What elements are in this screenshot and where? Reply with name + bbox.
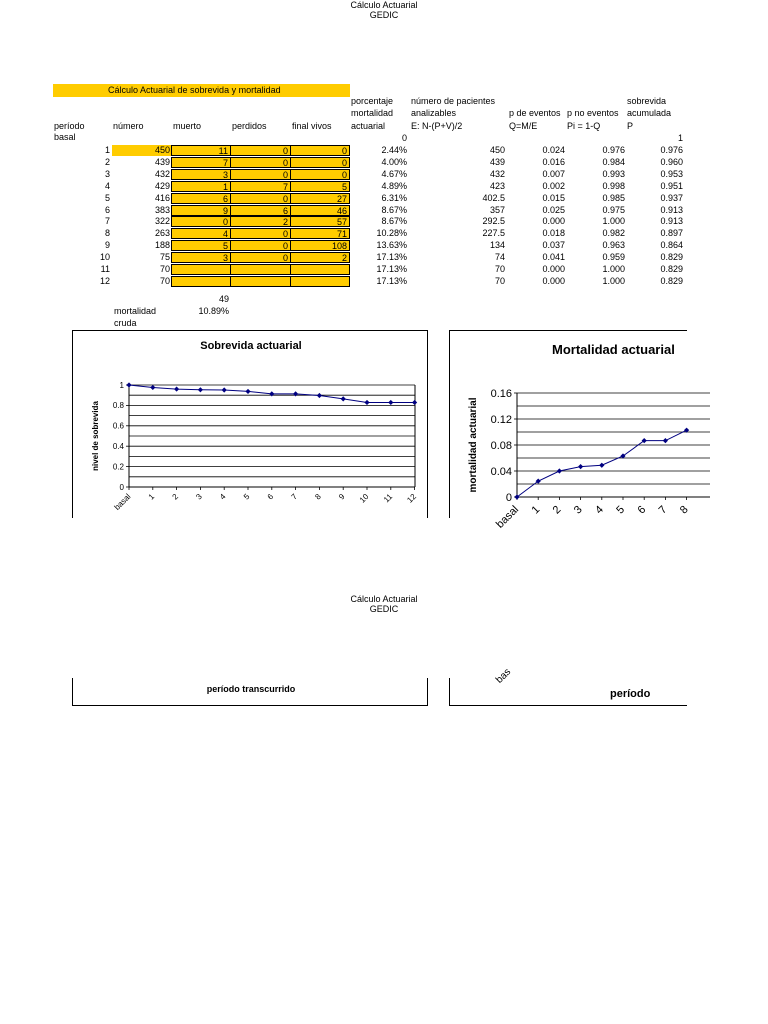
- row-periodo: 7: [104, 216, 110, 226]
- basal-sobrevida: 1: [677, 133, 683, 143]
- row-porcentaje: 17.13%: [376, 276, 407, 286]
- col-p-no-eventos-line1: p no eventos: [567, 108, 619, 118]
- row-p-no-eventos: 0.976: [602, 145, 625, 155]
- row-sobrevida: 0.913: [660, 205, 683, 215]
- row-muerto: [171, 264, 231, 275]
- x-tick-label: 1: [146, 492, 157, 502]
- row-p-no-eventos: 0.984: [602, 157, 625, 167]
- data-point: [198, 387, 203, 392]
- data-point: [245, 389, 250, 394]
- survival-chart-plot: [73, 331, 429, 519]
- page-header-title: Cálculo Actuarial: [350, 0, 418, 10]
- x-tick-label: 1: [529, 503, 543, 517]
- y-tick-label: 0.4: [112, 442, 124, 451]
- row-sobrevida: 0.960: [660, 157, 683, 167]
- row-p-eventos: 0.041: [542, 252, 565, 262]
- row-sobrevida: 0.951: [660, 181, 683, 191]
- x-tick-label: 2: [170, 492, 181, 502]
- col-pacientes-line3: E: N-(P+V)/2: [411, 121, 463, 131]
- page-header-subtitle: GEDIC: [369, 10, 399, 20]
- row-p-no-eventos: 0.963: [602, 240, 625, 250]
- row-pacientes: 423: [489, 181, 505, 191]
- mortality-chart: [449, 330, 691, 531]
- x-tick-label: 6: [635, 503, 649, 517]
- row-numero: 439: [154, 157, 170, 167]
- row-pacientes: 450: [489, 145, 505, 155]
- row-periodo: 9: [104, 240, 110, 250]
- x-tick-label: 4: [218, 492, 228, 502]
- row-pacientes: 134: [489, 240, 505, 250]
- row-pacientes: 357: [489, 205, 505, 215]
- basal-porcentaje: 0: [401, 133, 407, 143]
- row-porcentaje: 2.44%: [381, 145, 407, 155]
- data-point: [293, 391, 298, 396]
- mortalidad-cruda-label-line1: mortalidad: [114, 306, 157, 316]
- x-tick-label: 2: [550, 503, 564, 517]
- mortalidad-cruda-value: 10.89%: [198, 306, 229, 316]
- row-muerto: 7: [171, 157, 231, 168]
- x-tick-label: 11: [381, 492, 395, 505]
- row-pacientes: 292.5: [482, 216, 505, 226]
- data-point: [557, 468, 562, 473]
- row-p-eventos: 0.037: [542, 240, 565, 250]
- row-perdidos: 0: [230, 157, 291, 168]
- data-point: [578, 464, 583, 469]
- row-numero: 432: [154, 169, 170, 179]
- col-porcentaje-line3: actuarial: [351, 121, 386, 131]
- y-tick-label: 1: [119, 380, 124, 390]
- row-final-vivos: 2: [290, 252, 350, 263]
- x-tick-label: 12: [405, 492, 419, 505]
- row-perdidos: 2: [230, 216, 291, 227]
- survival-chart-xlabel: período transcurrido: [206, 684, 296, 694]
- col-final-vivos: final vivos: [292, 121, 332, 131]
- row-muerto: 1: [171, 181, 231, 192]
- y-tick-label: 0.6: [112, 421, 124, 431]
- col-p-eventos-line2: Q=M/E: [509, 121, 538, 131]
- row-final-vivos: 46: [290, 205, 350, 216]
- row-periodo: 5: [104, 193, 110, 203]
- row-p-eventos: 0.002: [542, 181, 565, 191]
- row-sobrevida: 0.829: [660, 252, 683, 262]
- row-sobrevida: 0.829: [660, 276, 683, 286]
- x-tick-label: 7: [289, 492, 300, 502]
- survival-chart-footer: [72, 678, 428, 706]
- data-point: [317, 393, 322, 398]
- row-pacientes: 74: [494, 252, 505, 262]
- mortality-chart-title: Mortalidad actuarial: [552, 342, 675, 357]
- row-sobrevida: 0.937: [660, 193, 683, 203]
- col-periodo-line2: basal: [54, 132, 76, 142]
- row-periodo: 10: [99, 252, 110, 262]
- page-header: [284, 0, 484, 20]
- col-sobrevida-line2: acumulada: [627, 108, 672, 118]
- y-tick-label: 0.04: [490, 465, 512, 478]
- x-tick-label: 8: [677, 503, 691, 517]
- row-final-vivos: 27: [290, 193, 350, 204]
- row-final-vivos: [290, 276, 350, 287]
- row-perdidos: 0: [230, 240, 291, 251]
- row-numero: 70: [159, 264, 170, 274]
- y-tick-label: 0.8: [112, 401, 124, 411]
- row-porcentaje: 4.00%: [381, 157, 407, 167]
- x-tick-label: 3: [194, 492, 204, 502]
- col-sobrevida-line3: P: [627, 121, 634, 131]
- page-header-2: [284, 594, 484, 614]
- row-numero: 263: [154, 228, 170, 238]
- row-periodo: 2: [104, 157, 110, 167]
- y-tick-label: 0.2: [112, 462, 124, 472]
- col-sobrevida-line1: sobrevida: [627, 96, 667, 106]
- row-perdidos: 0: [230, 252, 291, 263]
- survival-chart: [72, 330, 428, 518]
- row-periodo: 1: [104, 145, 110, 155]
- row-muerto: 3: [171, 169, 231, 180]
- col-pacientes-line2: analizables: [411, 108, 457, 118]
- mortality-chart-xlabel: período: [610, 688, 651, 700]
- row-porcentaje: 10.28%: [376, 228, 407, 238]
- data-point: [599, 463, 604, 468]
- row-final-vivos: 57: [290, 216, 350, 227]
- row-p-no-eventos: 0.993: [602, 169, 625, 179]
- row-perdidos: [230, 276, 291, 287]
- row-p-eventos: 0.015: [542, 193, 565, 203]
- row-muerto: 4: [171, 228, 231, 239]
- row-p-eventos: 0.024: [542, 145, 565, 155]
- row-perdidos: 6: [230, 205, 291, 216]
- table-banner-title: Cálculo Actuarial de sobrevida y mortalidad: [108, 85, 281, 95]
- survival-chart-title: Sobrevida actuarial: [200, 340, 302, 352]
- row-p-no-eventos: 1.000: [602, 264, 625, 274]
- row-muerto: [171, 276, 231, 287]
- data-point: [412, 400, 417, 405]
- row-periodo: 6: [104, 205, 110, 215]
- y-axis-label: nivel de sobrevida: [91, 401, 100, 471]
- row-perdidos: [230, 264, 291, 275]
- row-pacientes: 227.5: [482, 228, 505, 238]
- x-tick-label: 5: [241, 492, 252, 502]
- row-porcentaje: 6.31%: [381, 193, 407, 203]
- col-p-no-eventos-line2: Pi = 1-Q: [567, 121, 601, 131]
- row-porcentaje: 4.67%: [381, 169, 407, 179]
- row-perdidos: 0: [230, 193, 291, 204]
- col-p-eventos-line1: p de eventos: [509, 108, 561, 118]
- data-point: [663, 438, 668, 443]
- row-muerto: 5: [171, 240, 231, 251]
- row-porcentaje: 13.63%: [376, 240, 407, 250]
- row-periodo: 8: [104, 228, 110, 238]
- row-final-vivos: 0: [290, 145, 350, 156]
- data-point: [388, 400, 393, 405]
- x-tick-label: 7: [656, 503, 670, 517]
- row-p-eventos: 0.016: [542, 157, 565, 167]
- row-periodo: 3: [104, 169, 110, 179]
- row-sobrevida: 0.953: [660, 169, 683, 179]
- row-sobrevida: 0.829: [660, 264, 683, 274]
- row-numero: 188: [154, 240, 170, 250]
- x-tick-label: 5: [614, 503, 628, 517]
- row-muerto: 9: [171, 205, 231, 216]
- row-periodo: 11: [100, 264, 110, 274]
- data-point: [174, 386, 179, 391]
- row-muerto: 3: [171, 252, 231, 263]
- row-muerto: 0: [171, 216, 231, 227]
- row-p-no-eventos: 0.975: [602, 205, 625, 215]
- row-p-no-eventos: 0.959: [602, 252, 625, 262]
- page-header-2-subtitle: GEDIC: [369, 604, 399, 614]
- mortality-chart-tick-fragment: bas: [494, 666, 514, 686]
- y-tick-label: 0.16: [490, 387, 512, 400]
- row-pacientes: 70: [494, 276, 505, 286]
- row-porcentaje: 8.67%: [381, 205, 407, 215]
- mortalidad-cruda-label-line2: cruda: [114, 318, 137, 328]
- row-numero: 322: [154, 216, 170, 226]
- row-p-eventos: 0.000: [542, 264, 565, 274]
- row-periodo: 4: [104, 181, 110, 191]
- row-sobrevida: 0.976: [660, 145, 683, 155]
- row-perdidos: 0: [230, 169, 291, 180]
- row-pacientes: 70: [494, 264, 505, 274]
- x-tick-label: 10: [357, 492, 371, 505]
- row-muerto: 11: [171, 145, 231, 156]
- data-point: [269, 391, 274, 396]
- row-perdidos: 7: [230, 181, 291, 192]
- table-banner: [53, 84, 350, 97]
- row-porcentaje: 17.13%: [376, 264, 407, 274]
- row-p-no-eventos: 1.000: [602, 216, 625, 226]
- x-tick-label: 8: [313, 492, 323, 502]
- row-final-vivos: 0: [290, 169, 350, 180]
- data-point: [126, 382, 131, 387]
- row-p-eventos: 0.007: [542, 169, 565, 179]
- mortality-chart-plot: [450, 331, 691, 531]
- row-pacientes: 439: [489, 157, 505, 167]
- col-porcentaje-line1: porcentaje: [351, 96, 394, 106]
- row-porcentaje: 8.67%: [381, 216, 407, 226]
- row-p-no-eventos: 1.000: [602, 276, 625, 286]
- row-porcentaje: 17.13%: [376, 252, 407, 262]
- mortality-chart-footer: [449, 666, 687, 706]
- row-porcentaje: 4.89%: [381, 181, 407, 191]
- x-tick-label: 9: [337, 492, 347, 502]
- row-muerto: 6: [171, 193, 231, 204]
- page-header-2-title: Cálculo Actuarial: [350, 594, 418, 604]
- row-final-vivos: 71: [290, 228, 350, 239]
- data-point: [364, 400, 369, 405]
- row-final-vivos: 108: [290, 240, 350, 251]
- row-perdidos: 0: [230, 145, 291, 156]
- row-p-eventos: 0.000: [542, 276, 565, 286]
- row-sobrevida: 0.864: [660, 240, 683, 250]
- data-point: [150, 385, 155, 390]
- row-final-vivos: 0: [290, 157, 350, 168]
- row-pacientes: 432: [489, 169, 505, 179]
- row-sobrevida: 0.897: [660, 228, 683, 238]
- row-p-no-eventos: 0.982: [602, 228, 625, 238]
- x-tick-label: basal: [494, 503, 522, 531]
- col-porcentaje-line2: mortalidad: [351, 108, 394, 118]
- total-muertos: 49: [218, 294, 229, 304]
- row-p-eventos: 0.000: [542, 216, 565, 226]
- row-numero: 450: [154, 145, 170, 155]
- row-numero: 75: [159, 252, 170, 262]
- row-numero: 70: [159, 276, 170, 286]
- y-axis-label: mortalidad actuarial: [468, 397, 479, 493]
- row-final-vivos: 5: [290, 181, 350, 192]
- row-pacientes: 402.5: [482, 193, 505, 203]
- y-tick-label: 0: [505, 491, 512, 504]
- col-perdidos: perdidos: [232, 121, 267, 131]
- row-p-eventos: 0.018: [542, 228, 565, 238]
- col-muerto: muerto: [173, 121, 202, 131]
- row-p-no-eventos: 0.985: [602, 193, 625, 203]
- data-point: [222, 387, 227, 392]
- row-p-eventos: 0.025: [542, 205, 565, 215]
- col-numero: número: [113, 121, 144, 131]
- row-final-vivos: [290, 264, 350, 275]
- data-point: [341, 396, 346, 401]
- y-tick-label: 0: [119, 482, 124, 492]
- x-tick-label: 4: [593, 503, 606, 517]
- x-tick-label: basal: [112, 492, 133, 512]
- row-numero: 429: [154, 181, 170, 191]
- x-tick-label: 6: [265, 492, 276, 502]
- x-tick-label: 3: [571, 503, 585, 517]
- row-p-no-eventos: 0.998: [602, 181, 625, 191]
- row-sobrevida: 0.913: [660, 216, 683, 226]
- row-numero: 383: [154, 205, 170, 215]
- row-perdidos: 0: [230, 228, 291, 239]
- row-numero: 416: [154, 193, 170, 203]
- col-pacientes-line1: número de pacientes: [411, 96, 496, 106]
- y-tick-label: 0.08: [490, 439, 512, 452]
- col-periodo-line1: período: [54, 121, 85, 131]
- y-tick-label: 0.12: [490, 413, 512, 426]
- row-periodo: 12: [99, 276, 110, 286]
